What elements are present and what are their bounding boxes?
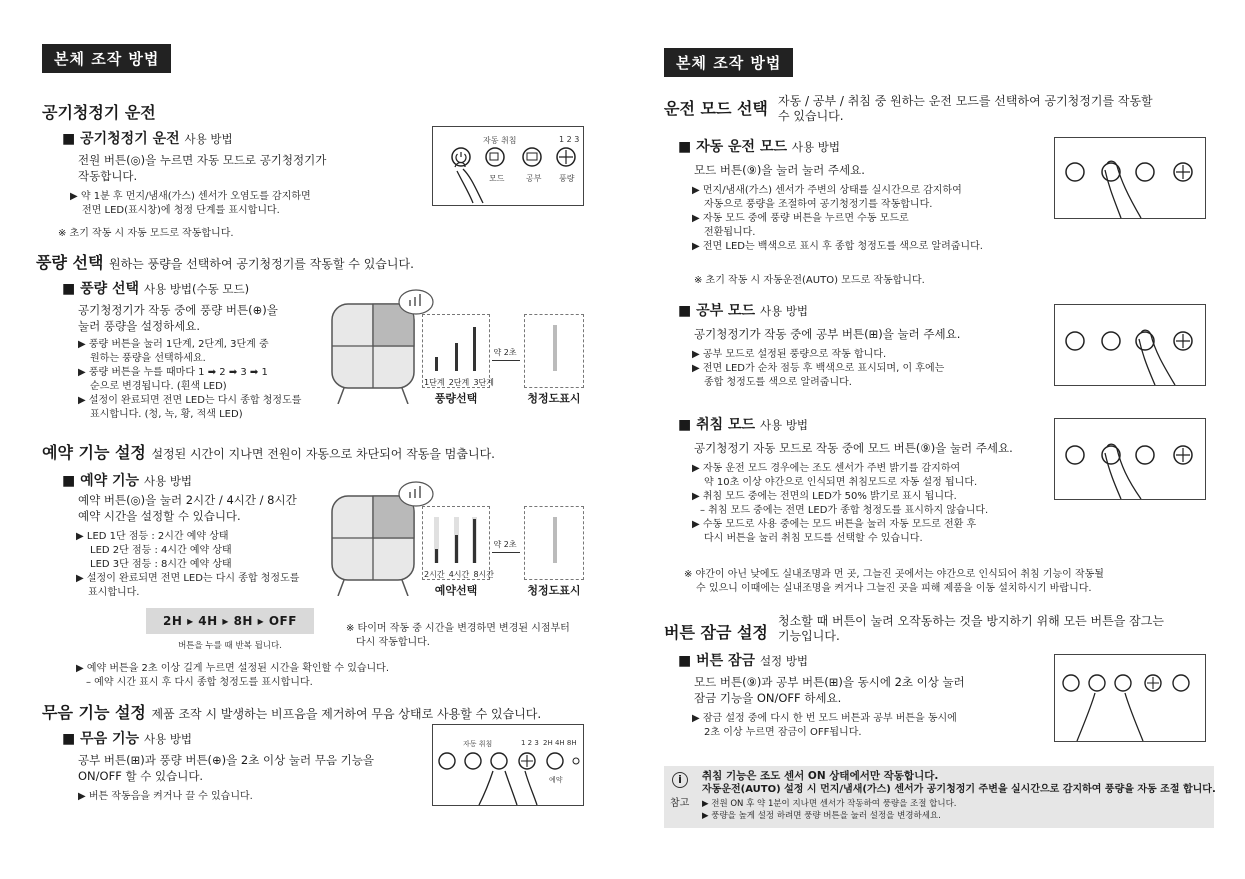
sub-title-sleep: ■ 취침 모드 사용 방법	[678, 417, 809, 433]
clean-led-box	[524, 314, 584, 388]
power-icon	[1066, 163, 1084, 181]
study-icon	[523, 148, 541, 166]
mode-desc: 자동 / 공부 / 취침 중 원하는 운전 모드를 선택하여 공기청정기를 작동할 수 있습니다.	[778, 94, 1153, 123]
auto-body: 모드 버튼(⑨)을 눌러 눌러 주세요.	[694, 163, 865, 177]
section-title-fan: 풍량 선택 원하는 풍량을 선택하여 공기청정기를 작동할 수 있습니다.	[36, 253, 414, 272]
study-icon	[491, 753, 507, 769]
sleep-warning: ※ 야간이 아닌 낮에도 실내조명과 먼 곳, 그늘진 곳에서는 야간으로 인식되어 취침 기능이 작동될 수 있으니 이때에는 실내조명을 켜거나 그늘진 곳을 피해 제품을 이동 설치하시기 바랍니다.	[684, 569, 1104, 594]
timer-warning: ※ 타이머 작동 중 시간을 변경하면 변경된 시점부터 다시 작동합니다.	[346, 623, 570, 648]
power-icon	[1066, 332, 1084, 350]
panel-label-mode-top: 자동 취침	[483, 136, 517, 145]
section-title-operation: 공기청정기 운전	[42, 103, 156, 122]
mute-note: ▶ 버튼 작동음을 켜거나 끌 수 있습니다.	[78, 791, 253, 802]
panel-label-fan-levels: 1 2 3	[521, 739, 539, 747]
timer-icon	[1173, 675, 1189, 691]
left-page	[0, 0, 622, 879]
sub-title-fan: ■ 풍량 선택 사용 방법(수동 모드)	[62, 281, 250, 297]
power-icon	[1063, 675, 1079, 691]
timer-repeat-note: 버튼을 누를 때 반복 됩니다.	[178, 641, 282, 651]
study-icon	[1136, 163, 1154, 181]
panel-label-fan: 풍량	[559, 174, 575, 183]
panel-label-timer-top: 2H 4H 8H	[543, 739, 577, 747]
panel-illustration-power	[432, 126, 584, 206]
study-icon	[1115, 675, 1131, 691]
auto-note-initial: ※ 초기 작동 시 자동운전(AUTO) 모드로 작동합니다.	[694, 275, 925, 286]
hand-icon	[479, 771, 517, 805]
timer-icon	[547, 753, 563, 769]
panel-illustration-study	[1054, 304, 1206, 386]
reference-box	[664, 766, 1214, 828]
timer-sequence-bar: 2H ▸ 4H ▸ 8H ▸ OFF	[146, 608, 314, 634]
fan-level-labels: 1단계 2단계 3단계	[424, 378, 494, 387]
timer-body: 예약 버튼(◎)을 눌러 2시간 / 4시간 / 8시간 예약 시간을 설정할 수 있습니다.	[78, 493, 297, 523]
hand-icon	[457, 169, 483, 203]
mode-icon	[486, 148, 504, 166]
panel-label-mode: 모드	[489, 174, 505, 183]
panel-label-study: 공부	[526, 174, 542, 183]
panel-illustration-sleep	[1054, 418, 1206, 500]
caption-fan-select: 풍량선택	[434, 392, 478, 405]
sub-title-timer: ■ 예약 기능 사용 방법	[62, 473, 193, 489]
mode-icon	[1102, 332, 1120, 350]
reference-text: 취침 기능은 조도 센서 ON 상태에서만 작동합니다. 자동운전(AUTO) 설정 시 먼지/냄새(가스) 센서가 공기청정기 주변을 실시간으로 감지하여 풍량을 자동 조절 합니다.	[702, 770, 1216, 795]
operation-note-1: ▶ 약 1분 후 먼지/냄새(가스) 센서가 오염도를 감지하면 전면 LED(표시창)에 청정 단계를 표시합니다.	[70, 191, 311, 216]
fan-body: 공기청정기가 작동 중에 풍량 버튼(⊕)을 눌러 풍량을 설정하세요.	[78, 303, 278, 333]
section-title-timer: 예약 기능 설정 설정된 시간이 지나면 전원이 자동으로 차단되어 작동을 멈춥니다.	[42, 443, 495, 462]
section-title-mute: 무음 기능 설정 제품 조작 시 발생하는 비프음을 제거하여 무음 상태로 사용할 수 있습니다.	[42, 703, 542, 722]
sub-title-auto: ■ 자동 운전 모드 사용 방법	[678, 139, 840, 155]
auto-notes: ▶ 먼지/냄새(가스) 센서가 주변의 상태를 실시간으로 감지하여 자동으로 풍량을 조절하여 공기청정기를 작동합니다. ▶ 자동 모드 중에 풍량 버튼을 누르면 수동 모드로 전환됩니다. ▶ 전면 LED는 백색으로 표시 후 종합 청정도를 색으로 알려줍니다.	[692, 185, 983, 252]
sub-title-lock: ■ 버튼 잠금 설정 방법	[678, 653, 809, 669]
operation-note-2: ※ 초기 작동 시 자동 모드로 작동합니다.	[58, 228, 234, 239]
sub-title-mute: ■ 무음 기능 사용 방법	[62, 731, 193, 747]
panel-label-mode-top: 자동 취침	[463, 740, 493, 748]
power-icon	[1066, 446, 1084, 464]
fan-arrow	[492, 360, 520, 361]
panel-label-fan-levels: 1 2 3	[559, 135, 580, 144]
panel-illustration-mute	[432, 724, 584, 806]
sleep-notes: ▶ 자동 운전 모드 경우에는 조도 센서가 주변 밝기를 감지하여 약 10초 이상 야간으로 인식되면 취침모드로 자동 설정 됩니다. ▶ 취침 모드 중에는 전면의 LED가 50% 밝기로 표시 됩니다. – 취침 모드 중에는 전면 LED가 종합 청정도를 표시하지 않습니다. ▶ 수동 모드로 사용 중에는 모드 버튼을 눌러 자동 모드로 전환 후 다시 버튼을 눌러 취침 모드를 선택할 수 있습니다.	[692, 463, 989, 544]
hand-icon	[1077, 693, 1143, 741]
timer-arrow-label: 약 2초	[493, 540, 517, 549]
panel-illustration-auto	[1054, 137, 1206, 219]
operation-body: 전원 버튼(◎)을 누르면 자동 모드로 공기청정기가 작동합니다.	[78, 153, 327, 183]
mode-icon	[1089, 675, 1105, 691]
sub-title-study: ■ 공부 모드 사용 방법	[678, 303, 809, 319]
fan-arrow-label: 약 2초	[493, 348, 517, 357]
mute-body: 공부 버튼(⊞)과 풍량 버튼(⊕)을 2초 이상 눌러 무음 기능을 ON/OFF 할 수 있습니다.	[78, 753, 374, 783]
panel-label-timer: 예약	[549, 776, 563, 784]
caption-timer-select: 예약선택	[434, 584, 478, 597]
panel-illustration-lock	[1054, 654, 1206, 742]
lock-body: 모드 버튼(⑨)과 공부 버튼(⊞)을 동시에 2초 이상 눌러 잠금 기능을 ON/OFF 하세요.	[694, 675, 965, 705]
sleep-body: 공기청정기 자동 모드로 작동 중에 모드 버튼(⑨)을 눌러 주세요.	[694, 441, 1013, 455]
reference-notes: ▶ 전원 ON 후 약 1분이 지나면 센서가 작동하여 풍량을 조절 합니다. ▶ 풍량을 높게 설정 하려면 풍량 버튼을 눌러 설정을 변경하세요.	[702, 799, 957, 821]
timer-clean-led-box	[524, 506, 584, 580]
study-body: 공기청정기가 작동 중에 공부 버튼(⊞)을 눌러 주세요.	[694, 327, 961, 341]
timer-notes: ▶ LED 1단 점등 : 2시간 예약 상태 LED 2단 점등 : 4시간 예약 상태 LED 3단 점등 : 8시간 예약 상태 ▶ 설정이 완료되면 전면 LED는 다시 종합 청정도를 표시합니다.	[76, 531, 300, 598]
caption-clean-display: 청정도표시	[527, 392, 581, 405]
timer-extra-notes: ▶ 예약 버튼을 2초 이상 길게 누르면 설정된 시간을 확인할 수 있습니다. – 예약 시간 표시 후 다시 종합 청정도를 표시합니다.	[76, 663, 390, 688]
info-icon: i	[672, 772, 688, 788]
lock-notes: ▶ 잠금 설정 중에 다시 한 번 모드 버튼과 공부 버튼을 동시에 2초 이상 누르면 잠금이 OFF됩니다.	[692, 713, 957, 738]
caption-timer-clean: 청정도표시	[527, 584, 581, 597]
study-icon	[1136, 446, 1154, 464]
timer-level-labels: 2시간 4시간 8시간	[424, 570, 494, 579]
timer-arrow	[492, 552, 520, 553]
lock-desc: 청소할 때 버튼이 눌려 오작동하는 것을 방지하기 위해 모든 버튼을 잠그는 기능입니다.	[778, 614, 1164, 643]
right-header: 본체 조작 방법	[664, 48, 793, 77]
hand-icon	[1139, 330, 1175, 385]
section-title-mode: 운전 모드 선택	[664, 99, 768, 118]
study-notes: ▶ 공부 모드로 설정된 풍량으로 작동 합니다. ▶ 전면 LED가 순차 점등 후 백색으로 표시되며, 이 후에는 종합 청정도를 색으로 알려줍니다.	[692, 349, 945, 388]
right-page	[622, 0, 1244, 879]
left-header: 본체 조작 방법	[42, 44, 171, 73]
reference-label: 참고	[670, 798, 690, 809]
sub-title-operation: ■ 공기청정기 운전 사용 방법	[62, 131, 233, 147]
section-title-lock: 버튼 잠금 설정	[664, 623, 768, 642]
fan-notes: ▶ 풍량 버튼을 눌러 1단계, 2단계, 3단계 중 원하는 풍량을 선택하세요. ▶ 풍량 버튼을 누를 때마다 1 ➡ 2 ➡ 3 ➡ 1 순으로 변경됩니다. (흰색 LED) ▶ 설정이 완료되면 전면 LED는 다시 종합 청정도를 표시합니다. (청, 녹, 황, 적색 LED)	[78, 339, 302, 420]
